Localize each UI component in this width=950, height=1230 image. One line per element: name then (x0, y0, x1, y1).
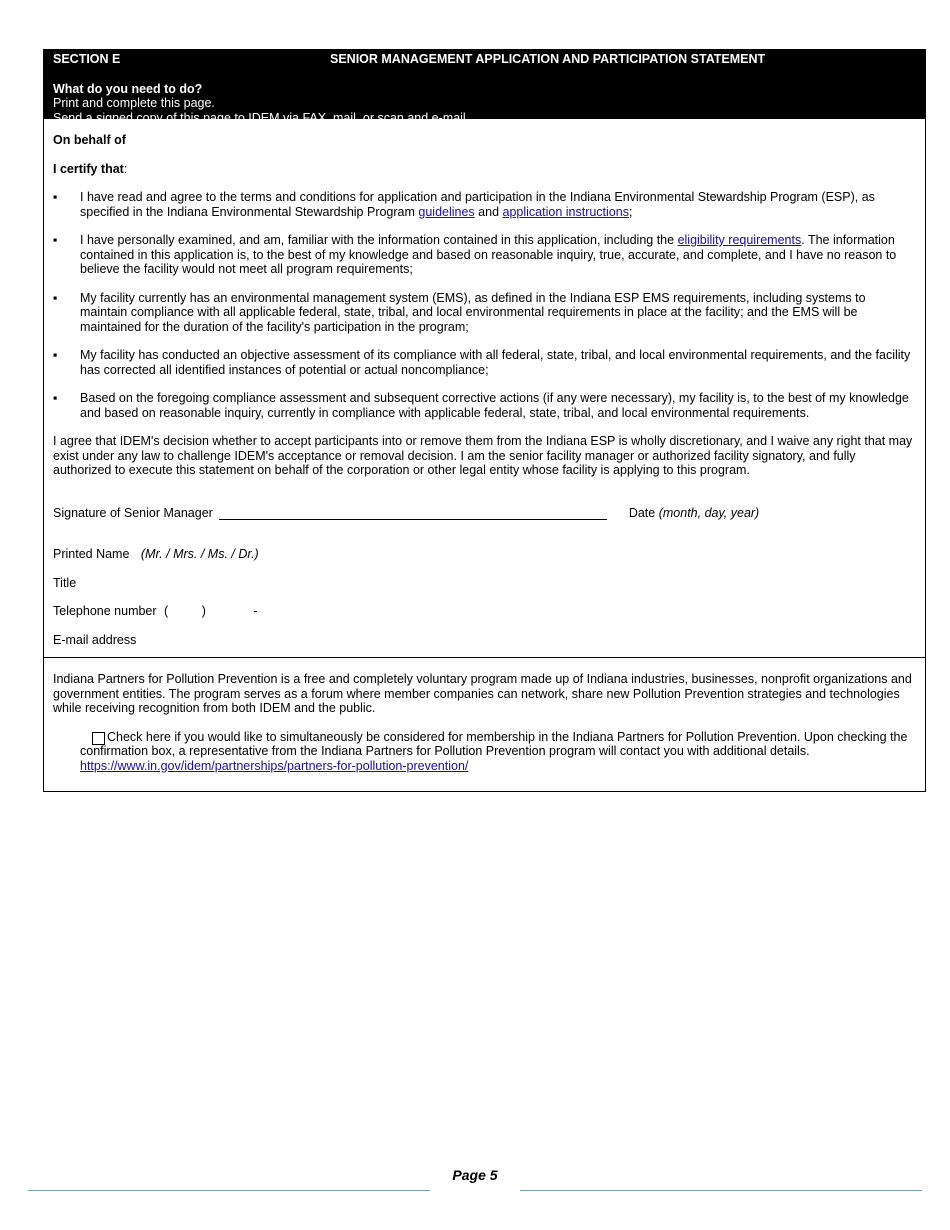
area-code-open: ( (164, 604, 169, 618)
partners-url-link[interactable]: https://www.in.gov/idem/partnerships/partners-for-pollution-prevention/ (80, 758, 469, 773)
section-header (44, 50, 925, 125)
bullet-mark: ▪ (53, 233, 58, 247)
partners-intro: Indiana Partners for Pollution Prevention is a free and completely voluntary program made up of Indiana industries, businesses, nonprofit organizations and government entities. The program serves as a forum where member companies can network, share new Pollution Prevention strategies and technologies while receiving recognition from both IDEM and the public. (53, 672, 912, 715)
partners-membership-option (53, 730, 916, 774)
printed-name-hint: (Mr. / Mrs. / Ms. / Dr.) (140, 547, 259, 561)
printed-name-label: Printed Name (53, 547, 130, 561)
telephone-label: Telephone number (53, 604, 157, 618)
bullet-1-mid: and (474, 204, 503, 219)
certification-bullet-3 (53, 291, 916, 335)
certification-section (44, 119, 925, 658)
guidelines-link[interactable]: guidelines (418, 204, 475, 219)
certify-that-text: I certify that (53, 161, 124, 176)
signature-label: Signature of Senior Manager (53, 505, 213, 520)
section-title: SENIOR MANAGEMENT APPLICATION AND PARTICIPATION STATEMENT (330, 52, 766, 66)
bullet-mark: ▪ (53, 391, 58, 405)
bullet-mark: ▪ (53, 290, 58, 305)
agreement-paragraph: I agree that IDEM's decision whether to accept participants into or remove them from the Indiana ESP is wholly discretionary, and I waive any right that may exist under any law to challenge IDEM's acceptance or removal decision. I am the senior facility manager or authorized facility signatory, and fully authorized to execute this statement on behalf of the corporation or other legal entity whose facility is applying to this program. (53, 434, 913, 477)
certify-colon: : (123, 161, 128, 176)
section-label: SECTION E (53, 52, 121, 66)
page-number: Page 5 (452, 1167, 498, 1183)
signature-line[interactable] (219, 507, 607, 520)
page-footer (0, 1165, 950, 1205)
instruction-line-2: Send a signed copy of this page to IDEM via FAX, mail, or scan and e-mail. (53, 110, 470, 125)
bullet-2-end: . The information contained in this application is, to the best of my knowledge and based on reasonable inquiry, true, accurate, and complete, and I have no reason to believe the facility would not meet all program requirements; (80, 233, 897, 276)
bullet-5-text: Based on the foregoing compliance assessment and subsequent corrective actions (if any were necessary), my facility is, to the best of my knowledge and based on reasonable inquiry, currently in compliance with applicable federal, state, tribal, and local environmental requirements. (80, 391, 909, 420)
partners-section (44, 658, 925, 791)
area-code-close: ) (201, 604, 206, 618)
footer-rule-right (520, 1190, 922, 1191)
date-hint: (month, day, year) (658, 505, 760, 520)
certification-bullet-4 (53, 348, 916, 377)
title-field[interactable] (53, 576, 916, 591)
footer-rule-left (28, 1190, 430, 1191)
certification-bullet-1 (53, 190, 916, 219)
email-label: E-mail address (53, 632, 137, 647)
bullet-1-text: I have read and agree to the terms and conditions for application and participation in the Indiana Environmental Stewardship Program (ESP), as specified in the Indiana Environmental Stewardship Program (80, 190, 875, 219)
date-label: Date (628, 505, 656, 520)
application-instructions-link[interactable]: application instructions (502, 204, 629, 219)
signature-row (53, 506, 916, 521)
bullet-mark: ▪ (53, 190, 58, 204)
email-field[interactable] (53, 633, 916, 648)
application-form (43, 49, 926, 792)
title-label: Title (53, 575, 77, 590)
instruction-line-1: Print and complete this page. (53, 96, 215, 110)
bullet-4-text: My facility has conducted an objective assessment of its compliance with all federal, state, tribal, and local environmental requirements, and the facility has corrected all identified instances of potential or actual noncompliance; (80, 348, 911, 377)
membership-checkbox-text: Check here if you would like to simultaneously be considered for membership in the Indiana Partners for Pollution Prevention. Upon checking the confirmation box, a representative from the Indiana Partners for Pollution Prevention program will contact you with additional details. (80, 729, 908, 758)
bullet-2-text: I have personally examined, and am, familiar with the information contained in this application, including the (80, 233, 678, 247)
eligibility-requirements-link[interactable]: eligibility requirements (677, 233, 802, 247)
certification-bullet-2 (53, 233, 916, 277)
certification-bullet-5 (53, 391, 916, 420)
phone-dash: - (253, 604, 258, 618)
printed-name-field[interactable] (53, 547, 916, 562)
instructions-heading: What do you need to do? (53, 81, 203, 96)
bullet-mark: ▪ (53, 348, 58, 362)
bullet-3-text: My facility currently has an environmental management system (EMS), as defined in the Indiana ESP EMS requirements, including systems to maintain compliance with all applicable federal, state, tribal, and local environmental requirements in place at the facility; and the EMS will be maintained for the duration of the facility's participation in the program; (80, 290, 866, 334)
on-behalf-of-label: On behalf of (53, 133, 126, 147)
telephone-field[interactable] (53, 604, 916, 619)
membership-checkbox[interactable] (92, 732, 105, 745)
bullet-1-end: ; (628, 204, 633, 219)
certify-heading (53, 162, 916, 177)
